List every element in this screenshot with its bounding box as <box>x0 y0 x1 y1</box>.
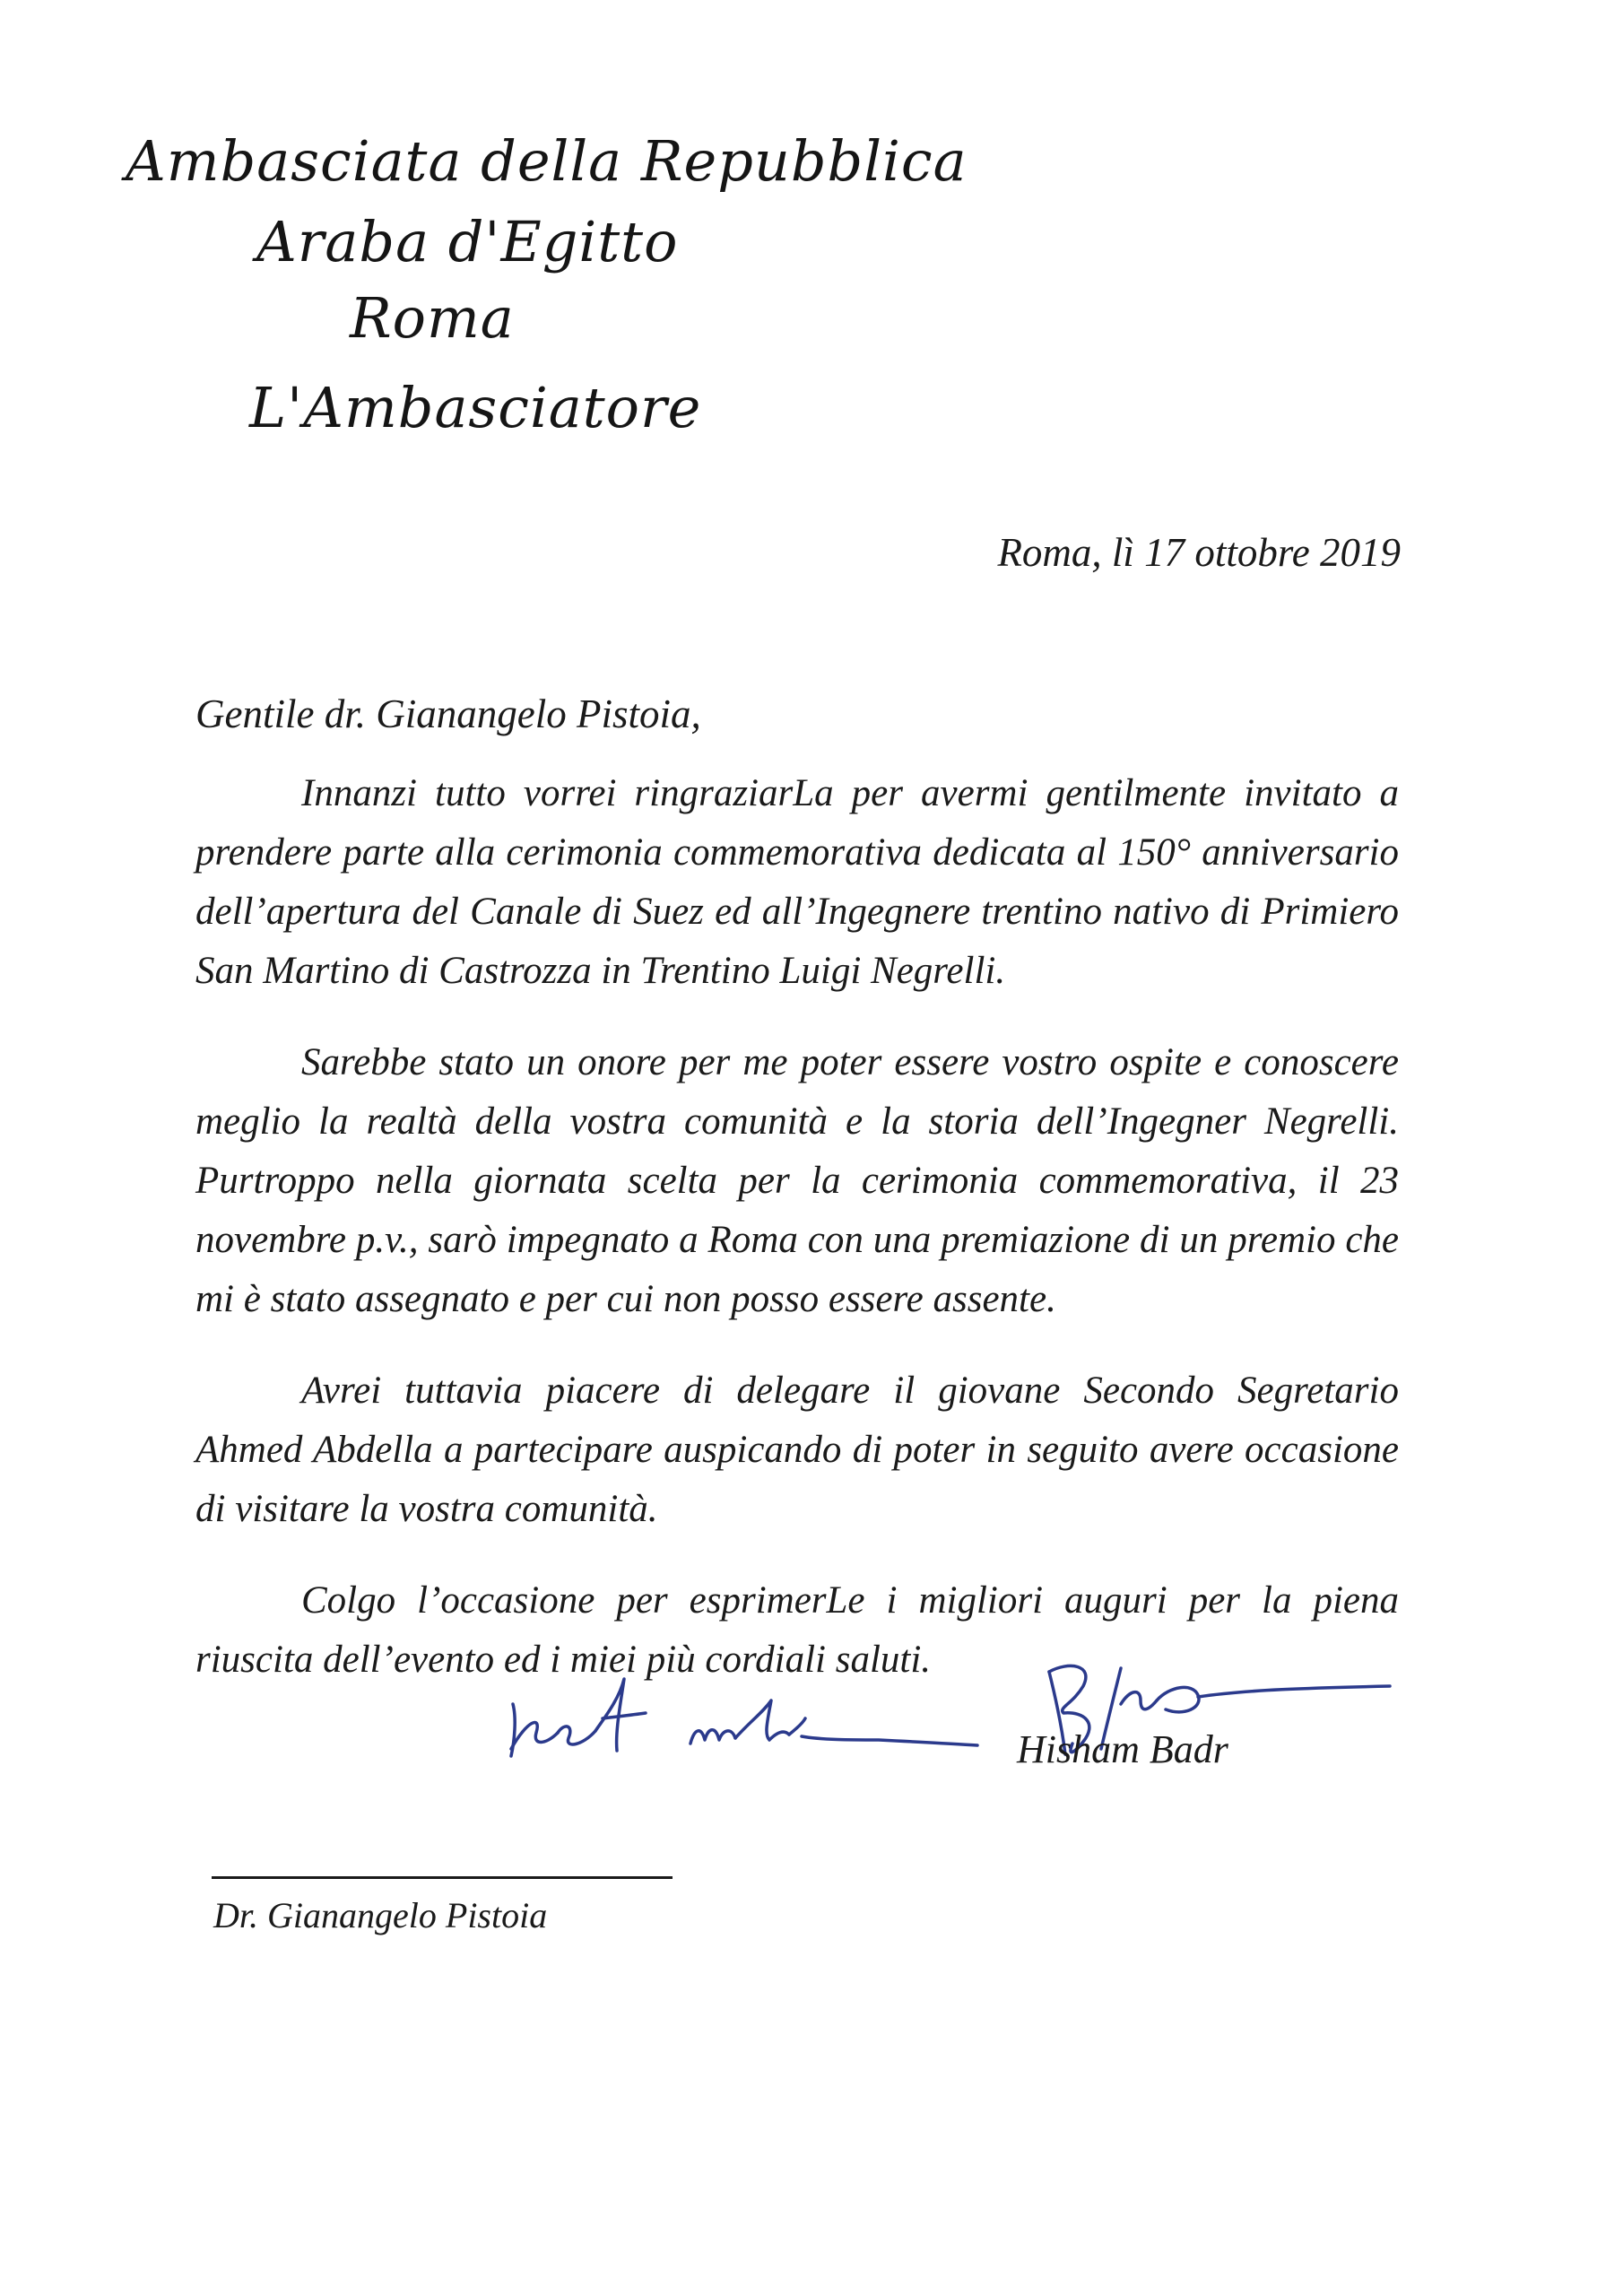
body-paragraph-1: Innanzi tutto vorrei ringraziarLa per avermi gentilmente invitato a prendere parte alla cerimonia commemorativa dedicata al 150° anniversario dell’apertura del Canale di Suez ed all’Ingegnere trentino nativo di Primiero San Martino di Castrozza in Trentino Luigi Negrelli. <box>195 772 1399 992</box>
letterhead-title: L'Ambasciatore <box>249 375 702 440</box>
letterhead-embassy: Ambasciata della Repubblica <box>126 128 968 194</box>
letter-date: Roma, lì 17 ottobre 2019 <box>997 530 1401 575</box>
body-paragraph-4: Colgo l’occasione per esprimerLe i migliori auguri per la piena riuscita dell’evento ed i miei più cordiali saluti. <box>195 1579 1399 1681</box>
recipient-divider <box>212 1876 673 1879</box>
body-paragraph-2: Sarebbe stato un onore per me poter essere vostro ospite e conoscere meglio la realtà della vostra comunità e la storia dell’Ingegner Negrelli. Purtroppo nella giornata scelta per la cerimonia commemorativa, il 23 novembre p.v., sarò impegnato a Roma con una premiazione di un premio che mi è stato assegnato e per cui non posso essere assente. <box>195 1041 1399 1320</box>
letterhead-country: Araba d'Egitto <box>256 209 679 274</box>
body-paragraph-3: Avrei tuttavia piacere di delegare il giovane Secondo Segretario Ahmed Abdella a partecipare auspicando di poter in seguito avere occasione di visitare la vostra comunità. <box>195 1370 1399 1530</box>
letterhead-city: Roma <box>350 285 515 351</box>
recipient-name: Dr. Gianangelo Pistoia <box>213 1895 548 1935</box>
salutation: Gentile dr. Gianangelo Pistoia, <box>195 691 701 736</box>
letter-body <box>195 764 1399 1722</box>
signer-name: Hisham Badr <box>1017 1727 1228 1771</box>
handwritten-signature <box>502 1614 1399 1767</box>
